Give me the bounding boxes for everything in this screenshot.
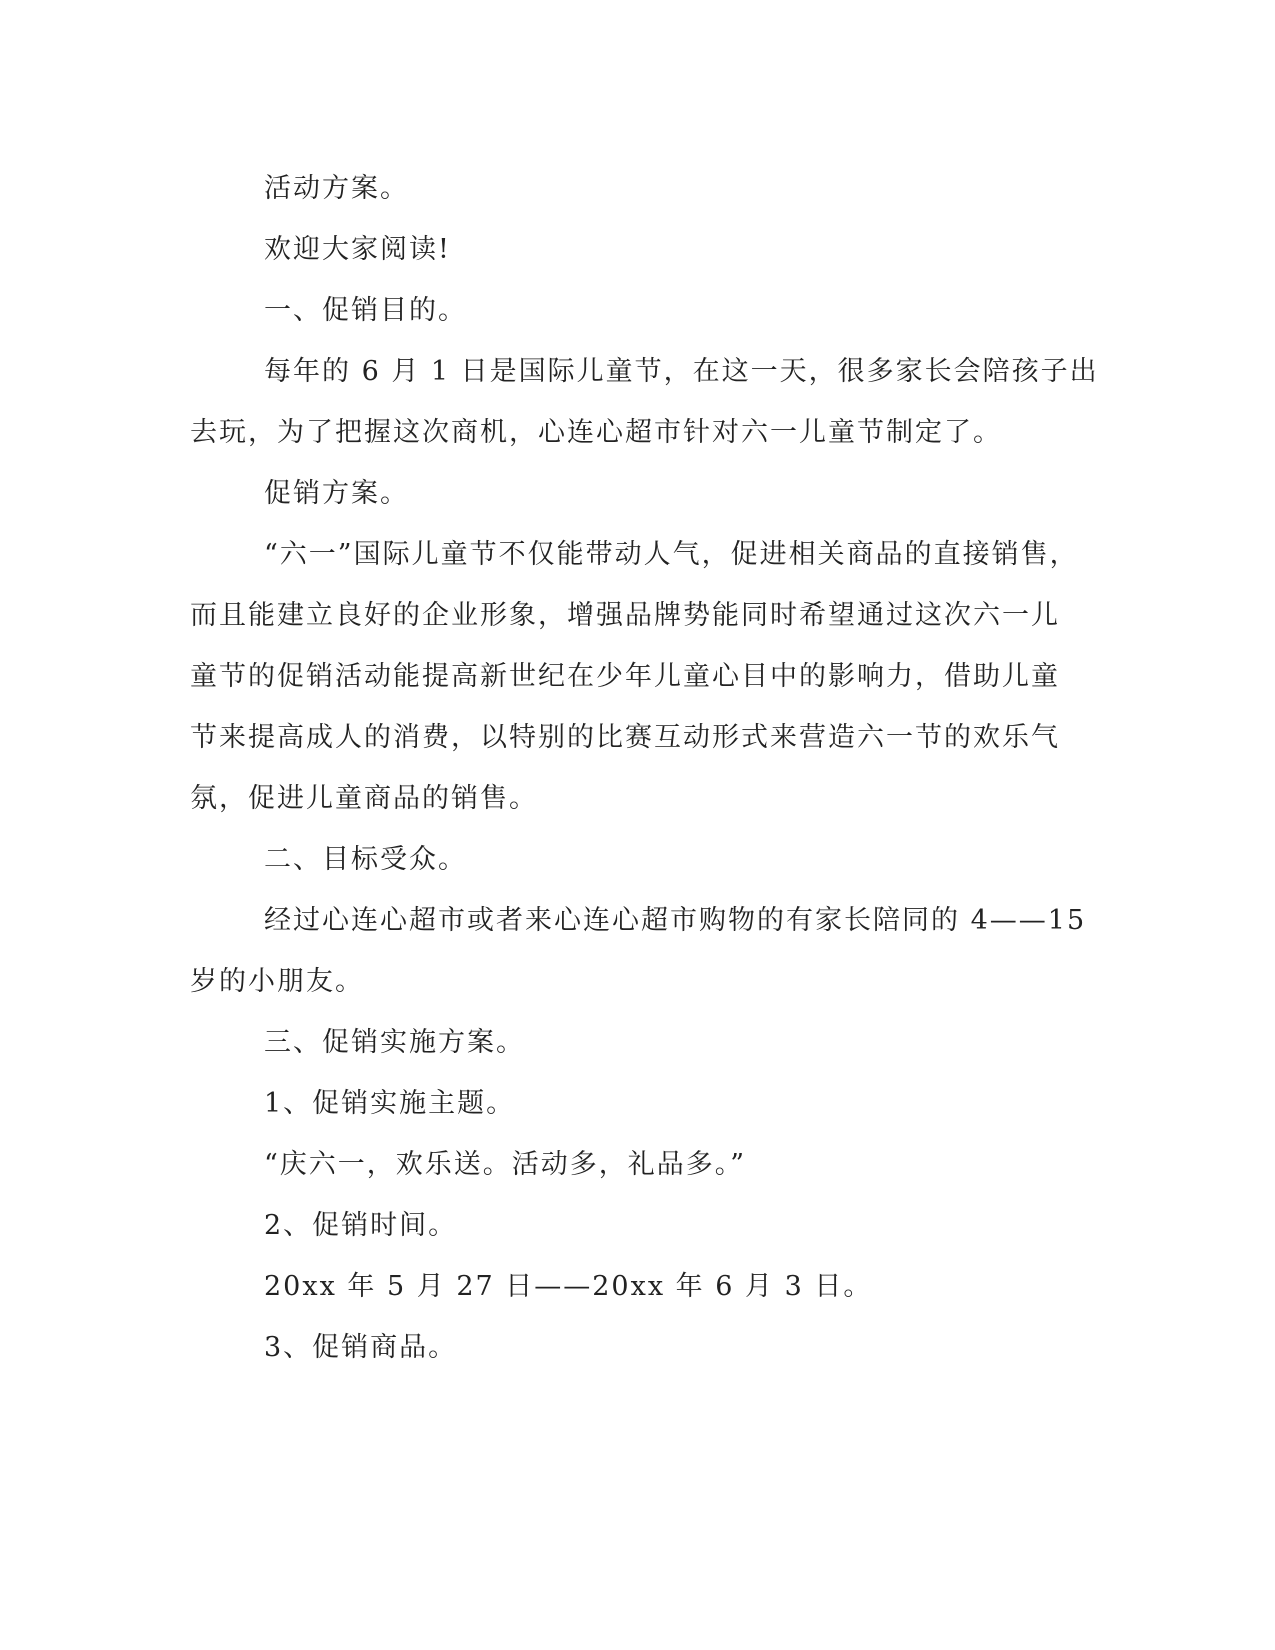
- paragraph-date-range: 20xx 年 5 月 27 日——20xx 年 6 月 3 日。: [264, 1271, 873, 1302]
- paragraph-promotion-plan: 促销方案。: [264, 478, 409, 509]
- paragraph-line: 去玩，为了把握这次商机，心连心超市针对六一儿童节制定了。: [190, 417, 1002, 448]
- paragraph-childrens-day-intro: [190, 341, 1099, 463]
- paragraph-promotion-goals: [190, 524, 1079, 829]
- paragraph-welcome: 欢迎大家阅读!: [264, 234, 451, 265]
- subheading-products: 3、促销商品。: [264, 1332, 458, 1363]
- paragraph-target-audience: [190, 890, 1087, 1012]
- paragraph-theme-slogan: “庆六一，欢乐送。活动多，礼品多。”: [264, 1149, 747, 1180]
- section-heading-purpose: 一、促销目的。: [264, 295, 467, 326]
- subheading-time: 2、促销时间。: [264, 1210, 458, 1241]
- paragraph-line: 氛，促进儿童商品的销售。: [190, 783, 538, 814]
- paragraph-line: 经过心连心超市或者来心连心超市购物的有家长陪同的 4——15: [264, 905, 1087, 936]
- subheading-theme: 1、促销实施主题。: [264, 1088, 516, 1119]
- paragraph-line: 童节的促销活动能提高新世纪在少年儿童心目中的影响力，借助儿童: [190, 661, 1060, 692]
- document-body: [190, 158, 1099, 1378]
- paragraph-line: 节来提高成人的消费，以特别的比赛互动形式来营造六一节的欢乐气: [190, 722, 1060, 753]
- section-heading-implementation: 三、促销实施方案。: [264, 1027, 525, 1058]
- section-heading-target-audience: 二、目标受众。: [264, 844, 467, 875]
- paragraph-line: 每年的 6 月 1 日是国际儿童节，在这一天，很多家长会陪孩子出: [264, 356, 1099, 387]
- paragraph-line: “六一”国际儿童节不仅能带动人气，促进相关商品的直接销售，: [264, 539, 1079, 570]
- paragraph-line: 而且能建立良好的企业形象，增强品牌势能同时希望通过这次六一儿: [190, 600, 1060, 631]
- paragraph-line: 岁的小朋友。: [190, 966, 364, 997]
- paragraph-activity-plan: 活动方案。: [264, 173, 409, 204]
